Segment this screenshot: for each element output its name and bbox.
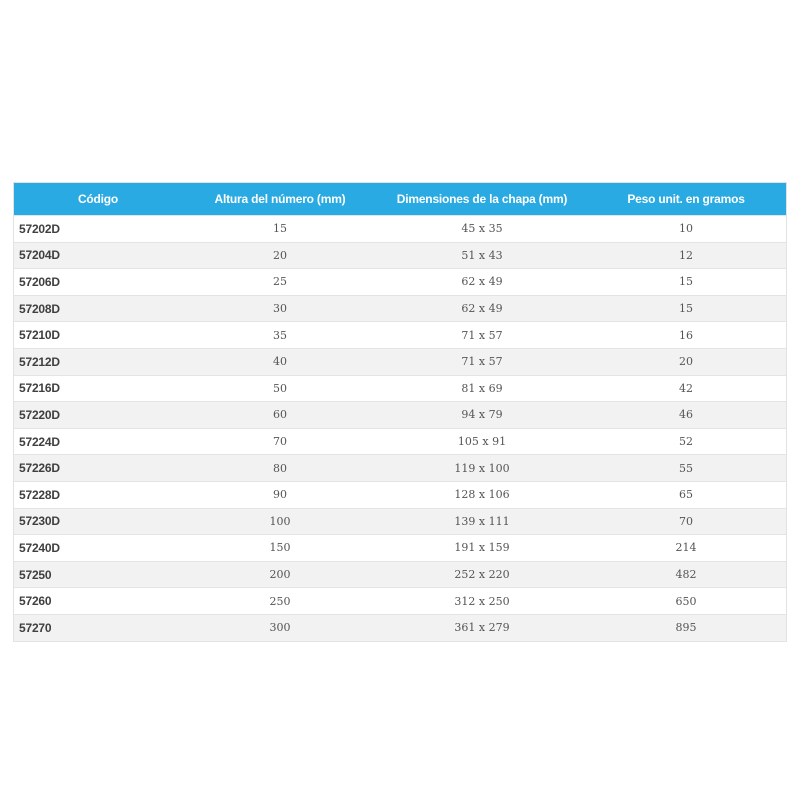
- cell-dimensiones: 81 x 69: [378, 375, 586, 402]
- cell-codigo: 57250: [14, 561, 182, 588]
- cell-dimensiones: 139 x 111: [378, 508, 586, 535]
- cell-altura: 300: [182, 614, 378, 640]
- cell-codigo: 57270: [14, 614, 182, 640]
- cell-dimensiones: 71 x 57: [378, 322, 586, 349]
- cell-peso: 20: [586, 348, 786, 375]
- cell-peso: 42: [586, 375, 786, 402]
- cell-peso: 482: [586, 561, 786, 588]
- cell-altura: 100: [182, 508, 378, 535]
- cell-peso: 12: [586, 242, 786, 269]
- cell-dimensiones: 94 x 79: [378, 402, 586, 429]
- cell-peso: 65: [586, 481, 786, 508]
- cell-codigo: 57212D: [14, 348, 182, 375]
- cell-peso: 15: [586, 295, 786, 322]
- table-row: [14, 481, 786, 508]
- cell-peso: 55: [586, 455, 786, 482]
- cell-altura: 70: [182, 428, 378, 455]
- cell-dimensiones: 45 x 35: [378, 216, 586, 243]
- cell-dimensiones: 312 x 250: [378, 588, 586, 615]
- cell-peso: 214: [586, 535, 786, 562]
- product-spec-table: [14, 183, 786, 641]
- cell-dimensiones: 105 x 91: [378, 428, 586, 455]
- table-header: [14, 183, 786, 216]
- table-row: [14, 561, 786, 588]
- cell-altura: 60: [182, 402, 378, 429]
- cell-peso: 70: [586, 508, 786, 535]
- table-row: [14, 428, 786, 455]
- cell-altura: 150: [182, 535, 378, 562]
- cell-codigo: 57230D: [14, 508, 182, 535]
- cell-codigo: 57228D: [14, 481, 182, 508]
- cell-altura: 40: [182, 348, 378, 375]
- header-altura-numero: Altura del número (mm): [182, 183, 378, 216]
- cell-codigo: 57216D: [14, 375, 182, 402]
- cell-dimensiones: 71 x 57: [378, 348, 586, 375]
- table-row: [14, 242, 786, 269]
- cell-altura: 15: [182, 216, 378, 243]
- cell-dimensiones: 252 x 220: [378, 561, 586, 588]
- cell-codigo: 57260: [14, 588, 182, 615]
- cell-altura: 35: [182, 322, 378, 349]
- header-codigo: Código: [14, 183, 182, 216]
- cell-altura: 25: [182, 269, 378, 296]
- cell-codigo: 57208D: [14, 295, 182, 322]
- table-row: [14, 588, 786, 615]
- header-row: [14, 183, 786, 216]
- table-row: [14, 269, 786, 296]
- cell-peso: 10: [586, 216, 786, 243]
- cell-codigo: 57226D: [14, 455, 182, 482]
- cell-altura: 20: [182, 242, 378, 269]
- table-row: [14, 402, 786, 429]
- cell-peso: 15: [586, 269, 786, 296]
- table-row: [14, 614, 786, 640]
- cell-codigo: 57204D: [14, 242, 182, 269]
- cell-codigo: 57202D: [14, 216, 182, 243]
- cell-dimensiones: 361 x 279: [378, 614, 586, 640]
- table-row: [14, 535, 786, 562]
- table-row: [14, 216, 786, 243]
- product-table-container: [13, 182, 787, 642]
- cell-peso: 16: [586, 322, 786, 349]
- cell-altura: 30: [182, 295, 378, 322]
- cell-altura: 200: [182, 561, 378, 588]
- cell-dimensiones: 51 x 43: [378, 242, 586, 269]
- cell-dimensiones: 62 x 49: [378, 295, 586, 322]
- table-row: [14, 455, 786, 482]
- cell-codigo: 57210D: [14, 322, 182, 349]
- cell-dimensiones: 128 x 106: [378, 481, 586, 508]
- cell-peso: 895: [586, 614, 786, 640]
- table-row: [14, 375, 786, 402]
- header-dimensiones-chapa: Dimensiones de la chapa (mm): [378, 183, 586, 216]
- cell-codigo: 57206D: [14, 269, 182, 296]
- table-row: [14, 322, 786, 349]
- cell-dimensiones: 62 x 49: [378, 269, 586, 296]
- cell-dimensiones: 119 x 100: [378, 455, 586, 482]
- cell-codigo: 57220D: [14, 402, 182, 429]
- cell-peso: 52: [586, 428, 786, 455]
- table-row: [14, 508, 786, 535]
- cell-dimensiones: 191 x 159: [378, 535, 586, 562]
- table-body: [14, 216, 786, 641]
- header-peso-unitario: Peso unit. en gramos: [586, 183, 786, 216]
- cell-codigo: 57240D: [14, 535, 182, 562]
- cell-altura: 250: [182, 588, 378, 615]
- cell-altura: 50: [182, 375, 378, 402]
- table-row: [14, 348, 786, 375]
- cell-peso: 46: [586, 402, 786, 429]
- table-row: [14, 295, 786, 322]
- cell-codigo: 57224D: [14, 428, 182, 455]
- cell-altura: 90: [182, 481, 378, 508]
- cell-altura: 80: [182, 455, 378, 482]
- cell-peso: 650: [586, 588, 786, 615]
